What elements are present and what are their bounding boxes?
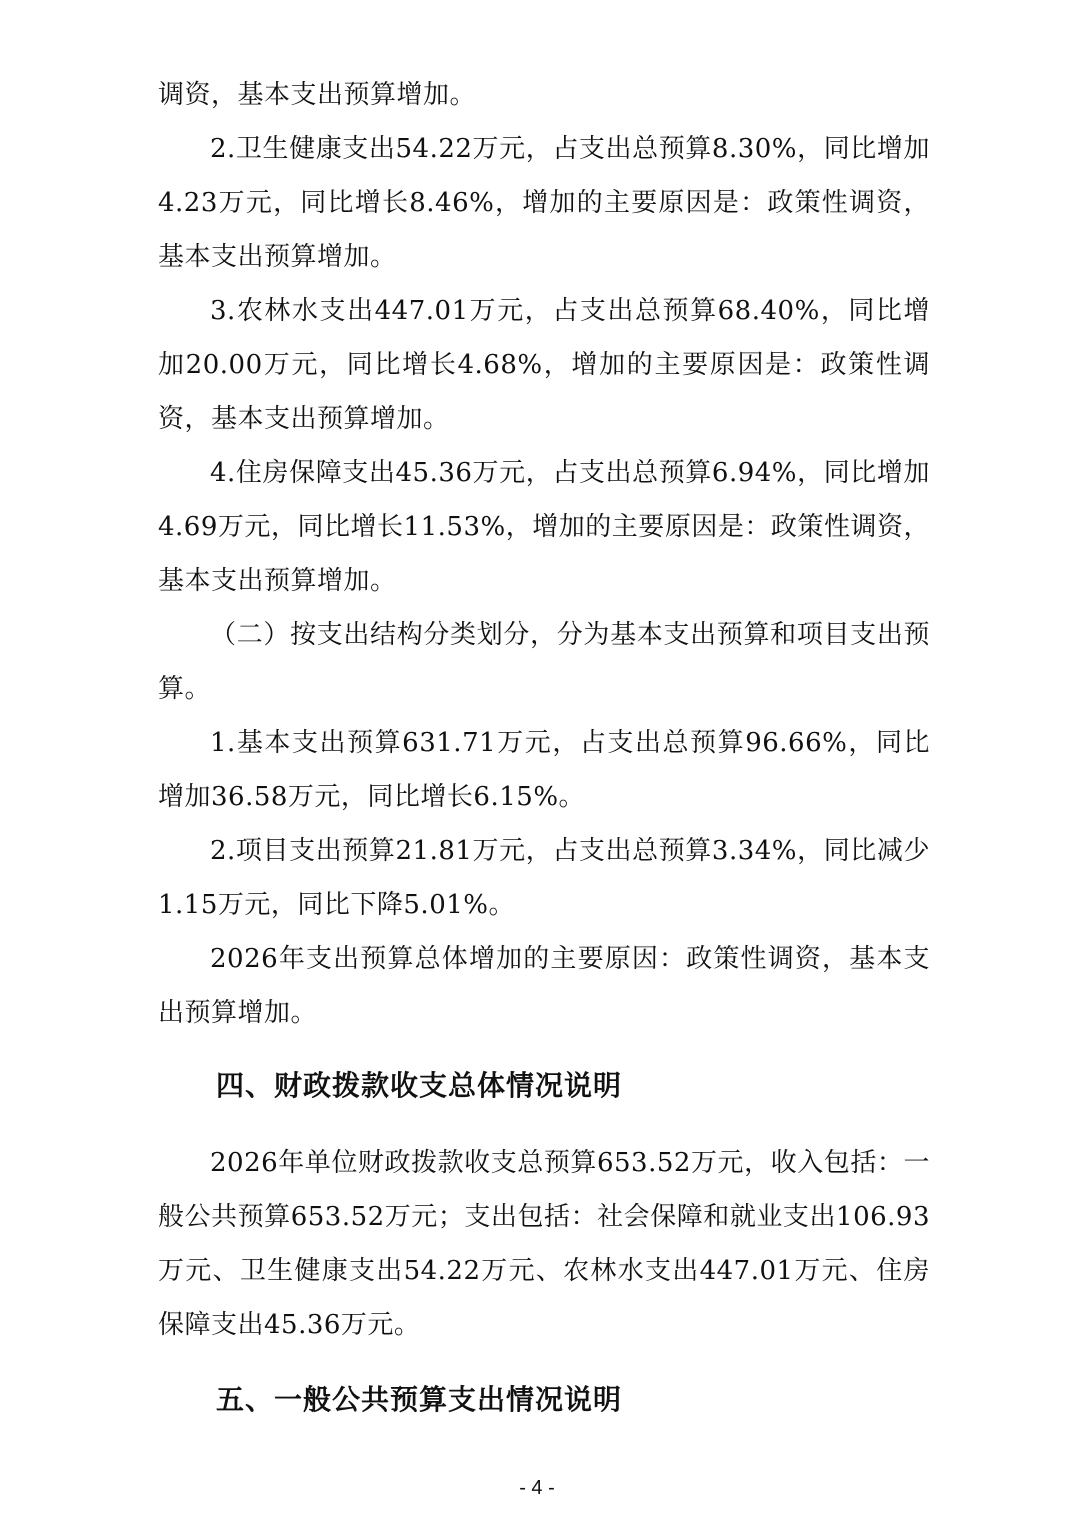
paragraph-fiscal-appropriation: 2026年单位财政拨款收支总预算653.52万元，收入包括：一般公共预算653.52万元；支出包括：社会保障和就业支出106.93万元、卫生健康支出54.22万元、农林水支出447.01万元、住房保障支出45.36万元。 <box>158 1148 930 1340</box>
page-number: - 4 - <box>519 1477 555 1499</box>
paragraph-overall-reason: 2026年支出预算总体增加的主要原因：政策性调资，基本支出预算增加。 <box>158 944 930 1028</box>
paragraph-housing-expenditure: 4.住房保障支出45.36万元，占支出总预算6.94%，同比增加4.69万元，同比增长11.53%，增加的主要原因是：政策性调资，基本支出预算增加。 <box>158 458 930 596</box>
paragraph-health-expenditure: 2.卫生健康支出54.22万元，占支出总预算8.30%，同比增加4.23万元，同比增长8.46%，增加的主要原因是：政策性调资，基本支出预算增加。 <box>158 134 930 272</box>
paragraph-project-expenditure: 2.项目支出预算21.81万元，占支出总预算3.34%，同比减少1.15万元，同比下降5.01%。 <box>158 836 930 920</box>
paragraph-agriculture-expenditure: 3.农林水支出447.01万元，占支出总预算68.40%，同比增加20.00万元，同比增长4.68%，增加的主要原因是：政策性调资，基本支出预算增加。 <box>158 296 930 434</box>
section-heading-4: 四、财政拨款收支总体情况说明 <box>216 1069 623 1102</box>
paragraph-continuation: 调资，基本支出预算增加。 <box>158 80 477 110</box>
paragraph-structure-classification: （二）按支出结构分类划分，分为基本支出预算和项目支出预算。 <box>158 620 930 704</box>
section-heading-5: 五、一般公共预算支出情况说明 <box>216 1383 623 1416</box>
paragraph-basic-expenditure: 1.基本支出预算631.71万元，占支出总预算96.66%，同比增加36.58万元，同比增长6.15%。 <box>158 728 930 812</box>
